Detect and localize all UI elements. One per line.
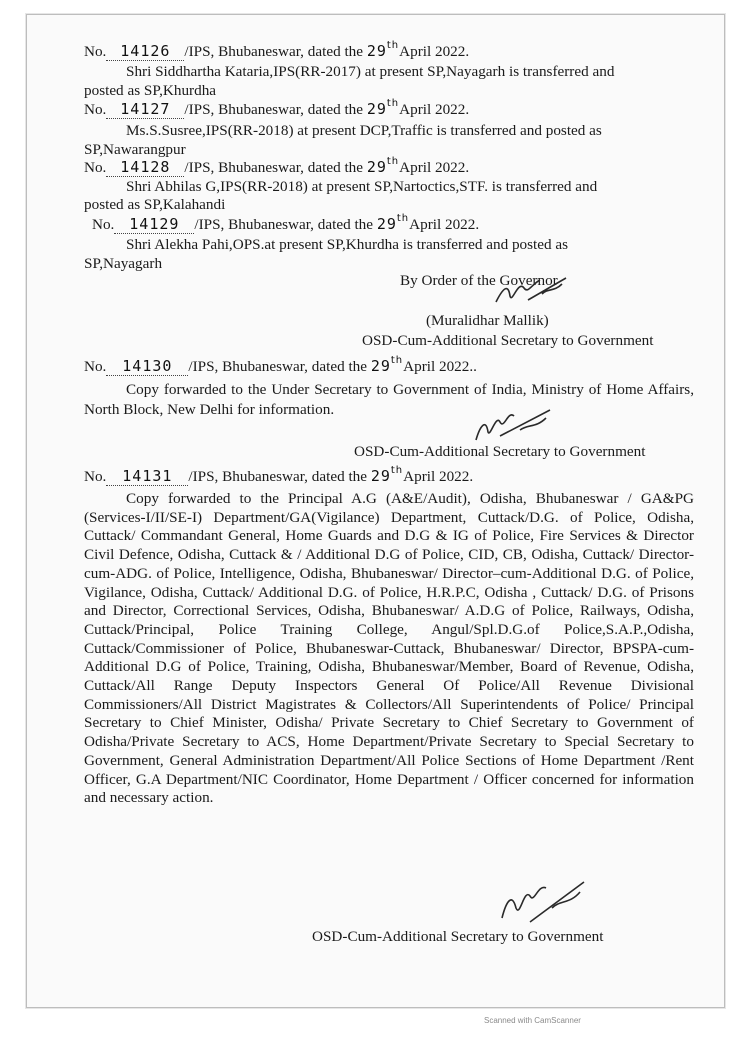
handwritten-suffix: th	[386, 40, 400, 51]
handwritten-number: 14130	[106, 357, 188, 376]
handwritten-number: 14127	[106, 100, 184, 119]
order-body-line: Shri Abhilas G,IPS(RR-2018) at present SP,Nartoctics,STF. is transferred and	[126, 178, 598, 195]
final-designation: OSD-Cum-Additional Secretary to Government	[312, 928, 604, 945]
order-mid: /IPS, Bhubaneswar, dated the	[194, 216, 374, 233]
handwritten-day: 29	[370, 357, 391, 375]
order-date-tail: April 2022.	[399, 101, 470, 118]
signature-mark	[494, 868, 594, 928]
order-body-line: SP,Nayagarh	[84, 255, 163, 272]
handwritten-suffix: th	[390, 465, 404, 476]
copy-mid: /IPS, Bhubaneswar, dated the	[188, 358, 368, 375]
handwritten-number: 14128	[106, 158, 184, 177]
handwritten-day: 29	[370, 467, 391, 485]
order-prefix: No.	[84, 159, 107, 176]
handwritten-number: 14126	[106, 42, 184, 61]
order-prefix: No.	[92, 216, 115, 233]
handwritten-day: 29	[366, 100, 387, 118]
scanner-watermark: Scanned with CamScanner	[484, 1016, 581, 1025]
copy-prefix: No.	[84, 468, 107, 485]
governor-order: By Order of the Governor	[400, 272, 558, 289]
handwritten-day: 29	[366, 42, 387, 60]
order-date-tail: April 2022.	[399, 159, 470, 176]
handwritten-suffix: th	[386, 98, 400, 109]
handwritten-suffix: th	[396, 213, 410, 224]
order-date-tail: April 2022.	[409, 216, 480, 233]
copy-number-line	[84, 467, 473, 488]
signatory-name: (Muralidhar Mallik)	[426, 312, 549, 329]
order-body-line: posted as SP,Kalahandi	[84, 196, 226, 213]
handwritten-day: 29	[376, 215, 397, 233]
order-number-line	[84, 42, 469, 63]
copy-text	[84, 380, 694, 420]
handwritten-day: 29	[366, 158, 387, 176]
copy-prefix: No.	[84, 358, 107, 375]
order-mid: /IPS, Bhubaneswar, dated the	[184, 43, 364, 60]
order-mid: /IPS, Bhubaneswar, dated the	[184, 159, 364, 176]
handwritten-suffix: th	[390, 355, 404, 366]
order-body-line: SP,Nawarangpur	[84, 141, 186, 158]
order-prefix: No.	[84, 101, 107, 118]
order-prefix: No.	[84, 43, 107, 60]
handwritten-suffix: th	[386, 156, 400, 167]
copy-text-body: Copy forwarded to the Principal A.G (A&E/Audit), Odisha, Bhubaneswar / GA&PG (Services-I/II/SE-I) Department/GA(Vigilance) Department, Cuttack/D.G. of Police, Odisha, Cuttack/ Commandant General, Home Guards and D.G & IG of Police, Fire Services & Director Civil Defence, Odisha, Cuttack & / Additional D.G of Police, CID, CB, Odisha, Cuttack/ Director-cum-ADG. of Police, Intelligence, Odisha, Bhubaneswar/ Director–cum-Additional D.G. of Police, Vigilance, Odisha, Cuttack/ Additional D.G. of Police, H.R.P.C, Odisha , Cuttack/ D.G. of Prisons and Director, Correctional Services, Odisha, Bhubaneswar/ A.D.G of Police, Railways, Odisha, Cuttack/Principal, Police Training College, Angul/Spl.D.G.of Police,S.A.P.,Odisha, Cuttack/Commissioner of Police, Bhubaneswar-Cuttack, Bhubaneswar/ Director, BPSPA-cum-Additional D.G of Police, Training, Odisha, Bhubaneswar/Member, Board of Revenue, Odisha, Cuttack/All Range Deputy Inspectors General Of Police/All Revenue Divisional Commissioners/All District Magistrates & Collectors/All Superintendents of Police/ Principal Secretary to Chief Minister, Odisha/ Private Secretary to Chief Secretary to Government of Odisha/Private Secretary to ACS, Home Department/Private Secretary to Special Secretary to Government, General Administration Department/All Police Sections of Home Department /Rent Officer, G.A Department/NIC Coordinator, Home Department / Officer concerned for information and necessary action.	[84, 490, 694, 807]
copy-mid: /IPS, Bhubaneswar, dated the	[188, 468, 368, 485]
copy-date-tail: April 2022.	[403, 468, 474, 485]
signature-mark	[488, 270, 578, 310]
copy-text	[84, 490, 694, 808]
order-number-line	[84, 158, 469, 179]
order-body-line: Ms.S.Susree,IPS(RR-2018) at present DCP,Traffic is transferred and posted as	[126, 122, 602, 139]
copy-number-line	[84, 357, 477, 378]
order-number-line	[84, 100, 469, 121]
order-number-line	[92, 215, 479, 236]
signatory-designation: OSD-Cum-Additional Secretary to Government	[362, 332, 654, 349]
order-body-line: posted as SP,Khurdha	[84, 82, 217, 99]
copy-date-tail: April 2022..	[403, 358, 477, 375]
order-body-line: Shri Alekha Pahi,OPS.at present SP,Khurdha is transferred and posted as	[126, 236, 569, 253]
copy-designation: OSD-Cum-Additional Secretary to Government	[354, 443, 646, 460]
copy-text-body: Copy forwarded to the Under Secretary to Government of India, Ministry of Home Affairs, North Block, New Delhi for information.	[84, 381, 694, 418]
handwritten-number: 14131	[106, 467, 188, 486]
order-mid: /IPS, Bhubaneswar, dated the	[184, 101, 364, 118]
order-date-tail: April 2022.	[399, 43, 470, 60]
handwritten-number: 14129	[114, 215, 194, 234]
order-body-line: Shri Siddhartha Kataria,IPS(RR-2017) at present SP,Nayagarh is transferred and	[126, 63, 615, 80]
